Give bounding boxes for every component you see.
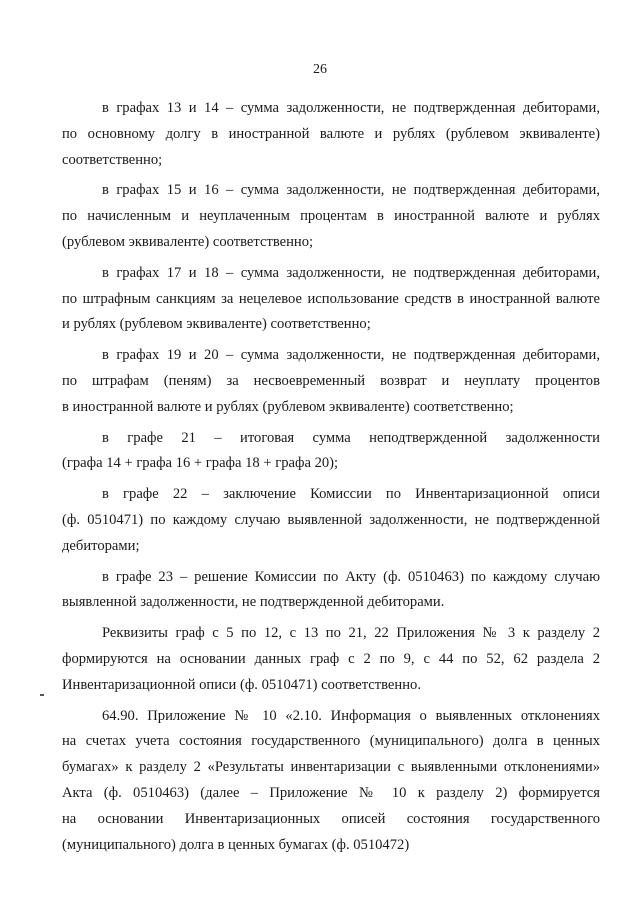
paragraph [62,96,600,173]
paragraph-line: по штрафным санкциям за нецелевое использование средств в иностранной валюте [62,290,600,307]
paragraph-line: в графе 21 – итоговая сумма неподтвержденной задолженности [102,429,600,446]
paragraph [62,621,600,698]
paragraph-line: в иностранной валюте и рублях (рублевом эквиваленте) соответственно; [62,398,514,415]
paragraph-line: по штрафам (пеням) за несвоевременный возврат и неуплату процентов [62,372,600,389]
paragraph-line: на основании Инвентаризационных описей состояния государственного [62,810,600,827]
paragraph-line: Инвентаризационной описи (ф. 0510471) соответственно. [62,676,421,693]
paragraph-line: Акта (ф. 0510463) (далее – Приложение № 10 к разделу 2) формируется [62,784,600,801]
paragraph-line: в графе 22 – заключение Комиссии по Инвентаризационной описи [102,486,600,503]
paragraph-line: бумагах» к разделу 2 «Результаты инвентаризации с выявленными отклонениями» [62,759,600,776]
paragraph [62,426,600,478]
scan-artifact-mark [40,694,44,696]
paragraph [62,704,600,859]
paragraph-line: на счетах учета состояния государственного (муниципального) долга в ценных [62,733,600,750]
paragraph-line: в графах 13 и 14 – сумма задолженности, не подтвержденная дебиторами, [102,100,600,116]
paragraph-line: (рублевом эквиваленте) соответственно; [62,233,314,250]
paragraph-line: в графах 17 и 18 – сумма задолженности, не подтвержденная дебиторами, [102,264,600,281]
paragraph-line: 64.90. Приложение № 10 «2.10. Информация о выявленных отклонениях [102,707,600,724]
paragraph [62,482,600,559]
paragraph-line: в графе 23 – решение Комиссии по Акту (ф. 0510463) по каждому случаю [102,568,600,585]
paragraph-line: дебиторами; [62,537,140,554]
paragraph-line: формируются на основании данных граф с 2 по 9, с 44 по 52, 62 раздела 2 [62,650,600,667]
paragraph-line: (графа 14 + графа 16 + графа 18 + графа 20); [62,455,339,472]
paragraph-line: в графах 15 и 16 – сумма задолженности, не подтвержденная дебиторами, [102,182,600,199]
paragraph-line: выявленной задолженности, не подтвержденной дебиторами. [62,594,445,611]
paragraph-line: Реквизиты граф с 5 по 12, с 13 по 21, 22 Приложения № 3 к разделу 2 [102,625,600,642]
paragraph-line: соответственно; [62,151,163,168]
document-body [62,96,600,863]
paragraph [62,178,600,255]
paragraph [62,565,600,617]
page-number: 26 [313,62,327,77]
paragraph-line: по основному долгу в иностранной валюте и рублях (рублевом эквиваленте) [62,125,600,142]
paragraph-line: по начисленным и неуплаченным процентам в иностранной валюте и рублях [62,208,600,225]
paragraph [62,343,600,420]
paragraph-line: (ф. 0510471) по каждому случаю выявленной задолженности, не подтвержденной [62,511,600,528]
paragraph-line: (муниципального) долга в ценных бумагах (ф. 0510472) [62,836,410,853]
paragraph [62,261,600,338]
paragraph-line: и рублях (рублевом эквиваленте) соответственно; [62,316,371,333]
paragraph-line: в графах 19 и 20 – сумма задолженности, не подтвержденная дебиторами, [102,347,600,364]
